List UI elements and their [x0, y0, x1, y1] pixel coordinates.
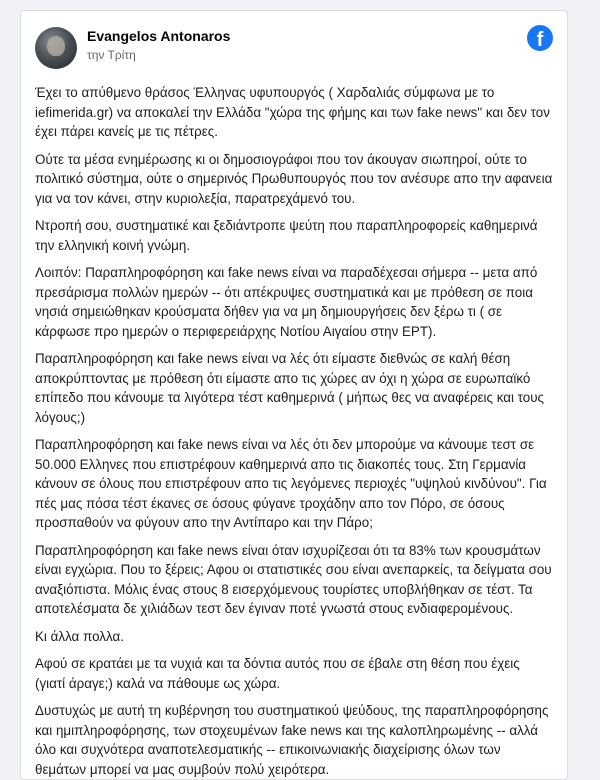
author-block: [87, 25, 230, 63]
author-avatar[interactable]: [35, 27, 77, 69]
post-paragraph: Παραπληροφόρηση και fake news είναι να λές ότι είμαστε διεθνώς σε καλή θέση αποκρύπτοντας με πρόθεση ότι είμαστε απο τις χώρες αν όχι η χώρα σε ευρωπαϊκό επίπεδο που κάνουμε τα λιγότερα τέστ καθημερινά ( μήπως θες να αναφέρεις και τους λόγους;): [35, 351, 544, 425]
author-name[interactable]: Evangelos Antonaros: [87, 28, 231, 44]
facebook-icon: f: [527, 25, 553, 51]
post-paragraph: Δυστυχώς με αυτή τη κυβέρνηση του συστηματικού ψεύδους, της παραπληροφόρησης και ημιπληροφόρησης, των στοχευμένων fake news και της καλοπληρωμένης -- αλλά όλο και συχνότερα αναποτελεσματικής -- επικοινωνιακής διαχείρισης όλων των θεμάτων μπορεί να μας συμβούν πολύ χειρότερα.: [35, 703, 549, 777]
post-paragraph: Αφού σε κρατάει με τα νυχιά και τα δόντια αυτός που σε έβαλε στη θέση που έχεις (γιατί άραγε;) καλά να πάθουμε ως χώρα.: [35, 656, 520, 691]
post-paragraph: Παραπληροφόρηση και fake news είναι όταν ισχυρίζεσαι ότι τα 83% των κρουσμάτων είναι εγχώρια. Που το ξέρεις; Αφου οι στατιστικές σου είναι ανεπαρκείς, τα δείγματα σου αναξιόπιστα. Μόλις ένας στους 8 εισερχόμενους τουρίστες υποβλήθηκαν σε τέστ. Τα αποτελέσματα δε χιλιάδων τεστ δεν έγιναν ποτέ γνωστά στους ενδιαφερομένους.: [35, 542, 552, 616]
post-paragraph: Ντροπή σου, συστηματικέ και ξεδιάντροπε ψεύτη που παραπληροφορείς καθημερινά την ελληνική κοινή γνώμη.: [35, 218, 538, 253]
post-timestamp[interactable]: την Τρίτη: [87, 48, 136, 62]
post-paragraph: Παραπληροφόρηση και fake news είναι να λές ότι δεν μπορούμε να κάνουμε τεστ σε 50.000 Ελληνες που επιστρέφουν καθημερινά απο τις διακοπές τους. Στη Γερμανία κάνουν σε όλους που επιστρέφουν απο τις λεγόμενες περιοχές "υψηλού κινδύνου". Για πές μας πόσα τέστ έκανες σε όσους φύγανε τροχάδην απο τον Πόρο, σε όσους προσπαθούν να φύγουν απο την Αντίπαρο και την Πάρο;: [35, 437, 547, 530]
post-header: [35, 25, 553, 83]
post-paragraph: Έχει το απύθμενο θράσος Έλληνας υφυπουργός ( Χαρδαλιάς σύμφωνα με το iefimerida.gr) να αποκαλεί την Ελλάδα "χώρα της φήμης και των fake news" και δεν τον έχει πάρει κανείς με τις πέτρες.: [35, 85, 550, 139]
post-paragraph: Λοιπόν: Παραπληροφόρηση και fake news είναι να παραδέχεσαι σήμερα -- μετα από πρεσάρισμα πολλών ημερών -- ότι απέκρυψες συστηματικά και με πρόθεση σε ποια νησιά σημειώθηκαν κρούσματα δήθεν για να μη δημιουργήσεις δεν ξέρω τι ( σε κάρφωσε προ ημερών ο περιφερειάρχης Νοτίου Αιγαίου στην ΕΡΤ).: [35, 265, 538, 339]
post-card: [20, 10, 568, 780]
post-paragraph: Κι άλλα πολλα.: [35, 628, 124, 644]
post-body: [35, 83, 553, 779]
post-paragraph: Ούτε τα μέσα ενημέρωσης κι οι δημοσιογράφοι που τον άκουγαν σιωπηροί, ούτε το πολιτικό σύστημα, ούτε ο σημερινός Πρωθυπουργός που τον ανέσυρε απο την αφανεια για να τον κάνει, στην κυριολεξία, παρατρεχάμενό του.: [35, 151, 553, 206]
